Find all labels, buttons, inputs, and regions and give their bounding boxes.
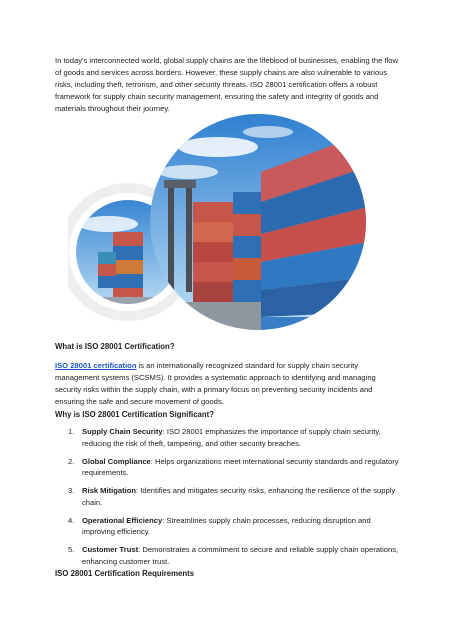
list-item	[55, 544, 400, 567]
iso-28001-link[interactable]: ISO 28001 certification	[55, 361, 137, 370]
requirements-heading: ISO 28001 Certification Requirements	[55, 569, 195, 578]
what-is-paragraph	[55, 360, 400, 408]
list-number: 5.	[68, 545, 75, 554]
list-text: : Helps organizations meet international security standards and regulatory requirements.	[82, 456, 399, 477]
benefits-list	[55, 426, 400, 574]
list-number: 1.	[68, 427, 75, 436]
shipping-containers-image	[68, 112, 368, 332]
list-number: 3.	[68, 486, 75, 495]
list-term: Customer Trust	[82, 545, 139, 554]
list-item	[55, 485, 400, 508]
list-text: : Identifies and mitigates security risks, enhancing the resilience of the supply chain.	[82, 486, 396, 507]
list-text: : ISO 28001 emphasizes the importance of supply chain security, reducing the risk of theft, tampering, and other security breaches.	[82, 427, 381, 448]
list-number: 2.	[68, 456, 75, 466]
list-term: Risk Mitigation	[82, 486, 137, 495]
list-item	[55, 426, 400, 449]
what-is-body	[55, 360, 400, 408]
list-item	[55, 456, 400, 479]
intro-paragraph: In today's interconnected world, global supply chains are the lifeblood of businesses, enabling the flow of goods and services across borders. However, these supply chains are also vulnerable to various risks, including theft, terrorism, and other security threats. ISO 28001 certification offers a robust framework for supply chain security management, ensuring the safety and integrity of goods and materials throughout their journey.	[55, 56, 398, 113]
why-heading: Why is ISO 28001 Certification Significant?	[55, 410, 215, 419]
why-section	[55, 409, 400, 421]
containers-illustration	[68, 112, 368, 332]
list-text: : Demonstrates a commitment to secure and reliable supply chain operations, enhancing customer trust.	[82, 545, 399, 566]
list-term: Supply Chain Security	[82, 427, 163, 436]
what-is-section	[55, 341, 400, 353]
list-term: Operational Efficiency	[82, 515, 163, 525]
requirements-section	[55, 568, 400, 580]
list-text: : Streamlines supply chain processes, reducing disruption and improving efficiency.	[82, 515, 371, 536]
list-number: 4.	[68, 515, 75, 525]
list-item	[55, 515, 400, 538]
list-term: Global Compliance	[82, 456, 151, 466]
what-is-heading: What is ISO 28001 Certification?	[55, 342, 175, 351]
what-is-text: is an internationally recognized standard for supply chain security management systems (SCSMS). It provides a systematic approach to identifying and managing security risks within the supply chain, with a primary focus on preventing security incidents and ensuring the safe and secure movement of goods.	[55, 361, 376, 406]
